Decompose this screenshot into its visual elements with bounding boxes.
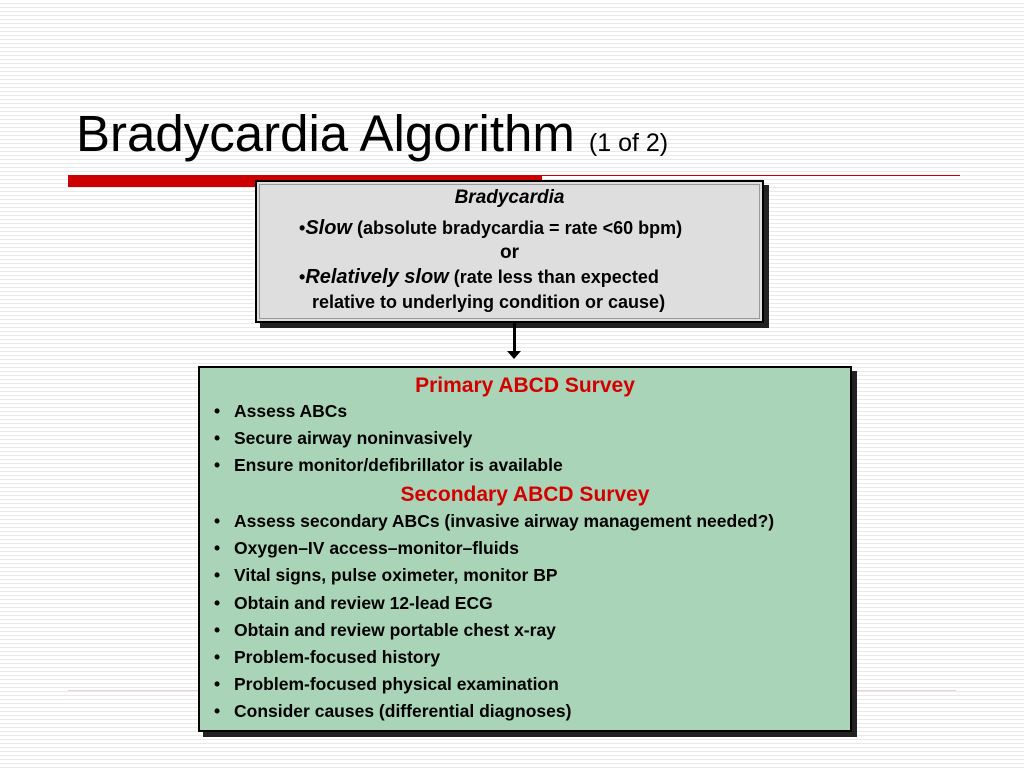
survey-list-item-text: Vital signs, pulse oximeter, monitor BP [234, 565, 558, 586]
survey-list-item-text: Problem-focused history [234, 647, 441, 668]
survey-list-item-text: Secure airway noninvasively [234, 428, 473, 449]
primary-survey-list [214, 398, 563, 480]
survey-list-item [214, 562, 774, 589]
abcd-survey-box [198, 366, 852, 732]
secondary-survey-heading: Secondary ABCD Survey [400, 483, 650, 506]
survey-list-item-text: Assess secondary ABCs (invasive airway management needed?) [234, 511, 775, 531]
bradycardia-item-relatively-slow [299, 266, 659, 289]
slide-title-main: Bradycardia Algorithm [76, 105, 575, 162]
bullet-symbol: • [214, 455, 221, 476]
primary-survey-heading: Primary ABCD Survey [415, 374, 635, 397]
bradycardia-item-relatively-slow-text-cont: relative to underlying condition or cause) [312, 292, 666, 312]
bullet-symbol: • [299, 267, 306, 287]
slide-title-subtitle: (1 of 2) [588, 129, 669, 157]
survey-list-item [214, 452, 563, 479]
survey-list-item-text: Oxygen–IV access–monitor–fluids [234, 538, 519, 559]
bullet-symbol: • [214, 401, 221, 421]
survey-list-item [214, 590, 774, 617]
bradycardia-box [255, 180, 764, 323]
survey-list-item [214, 398, 563, 425]
survey-list-item-text: Obtain and review 12-lead ECG [234, 592, 493, 613]
survey-list-item-text: Problem-focused physical examination [234, 674, 559, 695]
bradycardia-or-label: or [500, 242, 519, 263]
bullet-symbol: • [214, 647, 221, 668]
survey-list-item [214, 508, 774, 535]
bullet-symbol: • [214, 511, 221, 531]
survey-list-item-text: Assess ABCs [234, 401, 348, 421]
survey-list-item [214, 644, 774, 671]
survey-list-item [214, 617, 774, 644]
survey-list-item [214, 535, 774, 562]
bullet-symbol: • [214, 538, 221, 559]
bullet-symbol: • [214, 565, 221, 586]
bullet-symbol: • [214, 592, 221, 613]
bradycardia-item-slow-text: (absolute bradycardia = rate <60 bpm) [357, 218, 683, 238]
survey-list-item [214, 671, 774, 698]
survey-list-item [214, 425, 563, 452]
bullet-symbol: • [299, 218, 306, 238]
bradycardia-item-relatively-slow-text: (rate less than expected [453, 267, 659, 287]
flow-arrow-shaft [513, 323, 516, 353]
bradycardia-item-slow [299, 217, 682, 240]
bullet-symbol: • [214, 428, 221, 449]
survey-list-item [214, 698, 774, 725]
bradycardia-item-relatively-slow-continued [312, 292, 665, 313]
bullet-symbol: • [214, 701, 221, 722]
survey-list-item-text: Obtain and review portable chest x-ray [234, 619, 556, 640]
secondary-survey-list [214, 508, 774, 726]
bradycardia-box-title: Bradycardia [454, 187, 565, 208]
bradycardia-item-relatively-slow-emphasis: Relatively slow [305, 266, 449, 288]
survey-list-item-text: Consider causes (differential diagnoses) [234, 701, 572, 722]
flow-arrow-head [507, 351, 521, 359]
bradycardia-item-slow-emphasis: Slow [305, 217, 352, 239]
slide-title [76, 104, 668, 173]
survey-list-item-text: Ensure monitor/defibrillator is available [234, 455, 563, 476]
bullet-symbol: • [214, 674, 221, 695]
bullet-symbol: • [214, 619, 221, 640]
